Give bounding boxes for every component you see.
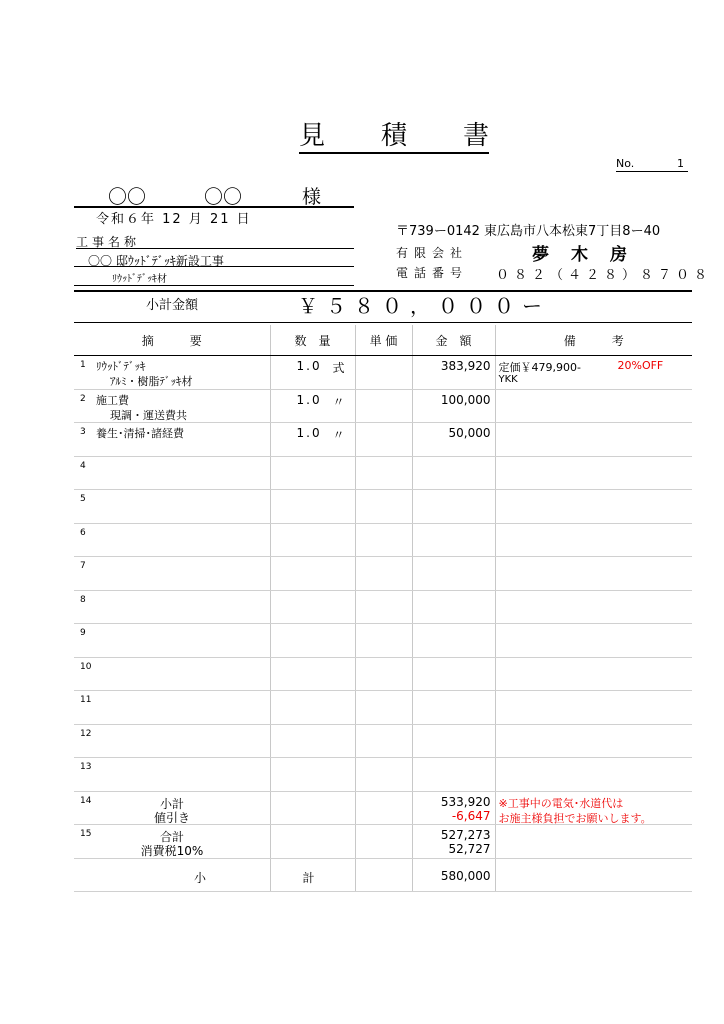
title-char: 見 [299,121,326,151]
divider [74,322,692,323]
title-char: 書 [462,121,489,151]
subtotal-label: 小計金額 [145,298,198,313]
divider [74,266,354,267]
table-row [74,456,692,490]
table-row [74,657,692,691]
table-cell [270,791,355,825]
header-description: 摘 要 [74,325,270,356]
table-cell [495,456,692,490]
item-detail: ｱﾙﾐ・樹脂ﾃﾞｯｷ材 [110,375,193,388]
table-cell [74,624,270,658]
table-cell [74,490,270,524]
row-number: 15 [80,829,92,839]
table-cell [412,691,495,725]
customer-name1: 〇〇 [108,186,147,208]
table-row [74,356,692,390]
table-cell [355,791,412,825]
summary-amount: 52,727 [448,842,491,856]
summary-amount: 533,920 [440,794,491,809]
table-row [74,490,692,524]
row-number: 3 [80,427,86,437]
company-type: 有限会社 [396,246,469,260]
row-number: 10 [80,661,92,672]
title-char: 積 [380,121,407,151]
table-cell [495,758,692,792]
table-cell [412,590,495,624]
table-cell [355,825,412,859]
tel-number: ０８２（４２８）８７０８ [496,268,713,283]
row-number: 14 [80,795,92,806]
table-row [74,590,692,624]
tel-label: 電話番号 [396,266,469,280]
table-cell [74,657,270,691]
remark-discount: 20%OFF [617,359,664,372]
item-detail: 現調・運送費共 [110,408,187,422]
table-cell [412,557,495,591]
amount: 100,000 [440,392,491,407]
row-number: 4 [80,460,86,471]
table-cell [74,825,270,859]
table-cell [495,624,692,658]
table-cell [355,724,412,758]
amount: 383,920 [440,359,491,373]
table-cell [74,791,270,825]
table-cell [270,423,355,457]
table-cell [412,423,495,457]
unit: 〃 [332,394,345,409]
row-number: 13 [80,762,92,772]
number-label: No. [616,157,635,170]
header-remarks: 備 考 [495,325,692,356]
table-cell [412,456,495,490]
table-cell [355,490,412,524]
item-name: 養生･清掃･諸経費 [96,427,184,440]
customer-honorific: 様 [302,186,322,208]
table-cell [355,758,412,792]
row-number: 2 [80,393,86,404]
customer-name2: 〇〇 [204,186,243,208]
table-cell [412,490,495,524]
row-number: 1 [80,360,86,370]
row-number: 11 [80,695,92,705]
table-cell [355,691,412,725]
subtotal-value: ￥５８０，０００ー [298,294,550,318]
issue-date: 令和６年 12 月 21 日 [96,212,252,227]
table-cell [270,624,355,658]
table-row [74,724,692,758]
table-cell [495,825,692,859]
project-label: 工事名称 [76,233,354,249]
row-number: 5 [80,494,86,504]
item-name: 施工費 [96,393,129,407]
table-cell [355,858,412,892]
table-cell [355,657,412,691]
header-amount: 金 額 [412,325,495,356]
table-cell [74,858,270,892]
quantity: 1.0 [296,426,322,440]
summary-amount: -6,647 [451,808,491,823]
table-cell [412,523,495,557]
table-cell [495,858,692,892]
table-cell [74,758,270,792]
divider [74,285,354,286]
table-cell [412,657,495,691]
row-number: 8 [80,594,86,605]
table-row [74,423,692,457]
table-cell [74,456,270,490]
company-address: 〒739ー0142 東広島市八本松東7丁目8ー40 [396,224,661,239]
table-cell [495,590,692,624]
table-cell [355,624,412,658]
table-cell [495,490,692,524]
quantity: 1.0 [296,392,322,407]
table-cell [495,691,692,725]
table-row [74,624,692,658]
customer [74,182,354,208]
table-cell [355,557,412,591]
table-row [74,389,692,423]
table-cell [270,490,355,524]
summary-label: 消費税10% [140,844,204,858]
table-cell [355,456,412,490]
summary-amount: 527,273 [440,828,491,842]
table-cell [270,724,355,758]
table-row [74,557,692,591]
company-name: 夢木房 [532,245,649,265]
row-number: 7 [80,561,86,571]
table-cell [270,691,355,725]
table-cell [495,389,692,423]
total-label-right: 計 [302,870,315,885]
summary-label: 合計 [159,830,184,844]
table-cell [74,356,270,390]
number-value: 1 [677,157,684,170]
table-cell [355,523,412,557]
table-header [74,325,692,356]
summary-label: 小計 [159,796,184,811]
summary-row [74,791,692,825]
table-cell [495,356,692,390]
table-cell [270,523,355,557]
summary-label: 値引き [153,810,190,825]
table-cell [495,724,692,758]
total-label-left: 小 [194,870,207,885]
table-cell [412,624,495,658]
item-name: ﾘｳｯﾄﾞﾃﾞｯｷ [96,360,146,373]
document-title [299,120,489,154]
table-cell [270,758,355,792]
table-cell [495,423,692,457]
header-unit-price: 単 価 [355,325,412,356]
table-cell [270,389,355,423]
project-sub: ﾘｳｯﾄﾞﾃﾞｯｷ材 [112,274,167,285]
table-cell [74,724,270,758]
table-cell [270,456,355,490]
table-cell [270,858,355,892]
table-cell [355,389,412,423]
unit: 〃 [332,428,345,442]
total-amount: 580,000 [440,868,491,883]
total-row [74,858,692,892]
table-cell [74,423,270,457]
table-cell [74,389,270,423]
row-number: 9 [80,628,86,638]
amount: 50,000 [448,426,491,440]
table-cell [412,791,495,825]
table-cell [355,356,412,390]
table-cell [355,423,412,457]
quantity: 1.0 [296,359,322,373]
remark: 定価￥479,900- [498,361,581,374]
table-cell [270,825,355,859]
remark-maker: YKK [498,374,518,385]
table-cell [270,557,355,591]
table-cell [74,691,270,725]
row-number: 12 [80,728,92,739]
document-number [616,157,688,172]
unit: 式 [332,361,345,375]
table-cell [412,724,495,758]
table-cell [270,657,355,691]
table-row [74,758,692,792]
table-cell [412,356,495,390]
table-cell [412,858,495,892]
table-row [74,523,692,557]
summary-row [74,825,692,859]
table-cell [412,389,495,423]
summary-remark: ※工事中の電気･水道代は [498,796,624,810]
table-cell [412,758,495,792]
table-cell [495,657,692,691]
table-cell [74,590,270,624]
table-cell [270,356,355,390]
project-name: 〇〇 邸ｳｯﾄﾞﾃﾞｯｷ新設工事 [88,254,224,268]
items-table [74,325,692,892]
table-cell [495,557,692,591]
table-row [74,691,692,725]
table-cell [74,557,270,591]
table-cell [355,590,412,624]
row-number: 6 [80,527,86,538]
table-cell [495,791,692,825]
table-cell [495,523,692,557]
table-cell [412,825,495,859]
table-cell [74,523,270,557]
table-cell [270,590,355,624]
header-quantity: 数 量 [270,325,355,356]
summary-remark: お施主様負担でお願いします。 [498,811,652,825]
